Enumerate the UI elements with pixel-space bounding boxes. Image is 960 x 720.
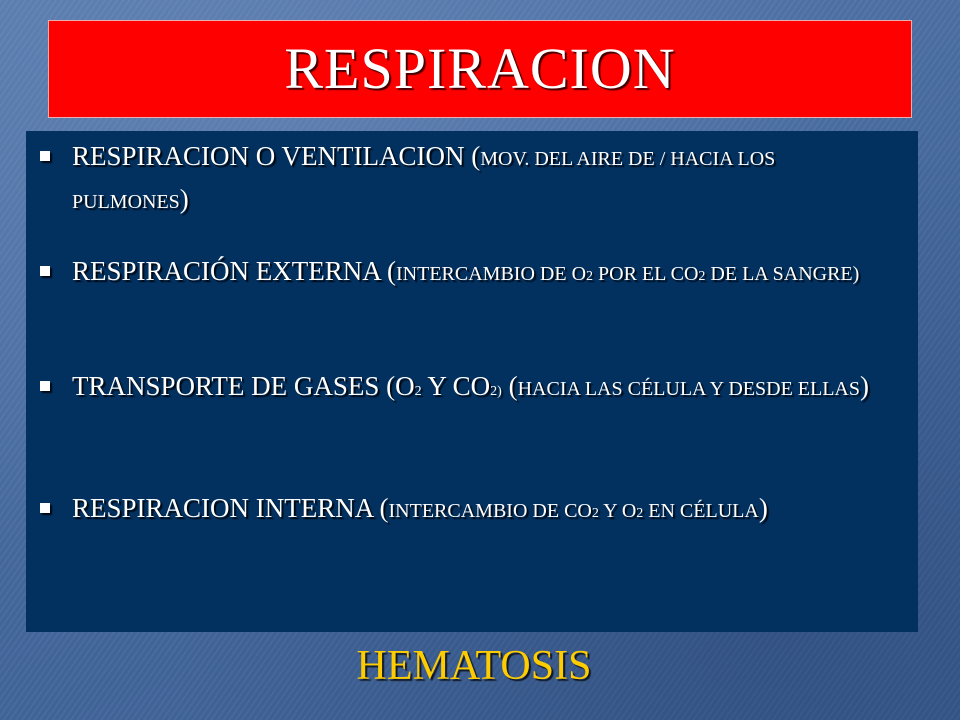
bullet-item-respiracion-externa: [40, 251, 880, 297]
subscript-2: 2: [636, 506, 644, 521]
bullet-close-paren: ): [179, 184, 189, 214]
bullet-text: [72, 488, 880, 534]
bullet-detail-text: DE LA SANGRE): [705, 263, 860, 285]
content-panel: [26, 131, 918, 632]
bullet-main-text: Y CO: [421, 371, 491, 401]
subscript-2: 2): [490, 384, 502, 399]
square-bullet-icon: [40, 266, 50, 276]
square-bullet-icon: [40, 503, 50, 513]
slide-title: RESPIRACION: [284, 36, 676, 101]
bullet-detail-text: POR EL CO: [593, 263, 699, 285]
bullet-detail-text: INTERCAMBIO DE O: [396, 263, 587, 285]
bullet-main-text: RESPIRACIÓN EXTERNA (: [72, 256, 397, 286]
bullet-close-paren: ): [860, 371, 869, 401]
bullet-text: [72, 251, 880, 297]
subscript-2: 2: [586, 269, 594, 284]
bullet-main-text: TRANSPORTE DE GASES (O: [72, 371, 415, 401]
bullet-text: [72, 366, 880, 412]
bullet-detail-text: MOV. DEL AIRE DE / HACIA LOS PULMONES: [72, 148, 776, 213]
title-banner: [48, 20, 912, 118]
bullet-main-text: RESPIRACION INTERNA (: [72, 493, 389, 523]
square-bullet-icon: [40, 151, 50, 161]
bullet-item-ventilacion: [40, 136, 880, 222]
subscript-2: 2: [414, 384, 422, 399]
bullet-item-respiracion-interna: [40, 488, 880, 534]
bullet-detail-text: HACIA LAS CÉLULA Y DESDE ELLAS: [517, 378, 860, 400]
footer-term-hematosis: HEMATOSIS: [356, 643, 592, 689]
bullet-detail-text: Y O: [598, 500, 637, 522]
bullet-main-text: RESPIRACION O VENTILACION (: [72, 141, 481, 171]
bullet-main-text: (: [501, 371, 518, 401]
bullet-detail-text: EN CÉLULA: [643, 500, 759, 522]
bullet-text: [72, 136, 880, 222]
bullet-close-paren: ): [758, 493, 768, 523]
subscript-2: 2: [698, 269, 706, 284]
bullet-detail-text: INTERCAMBIO DE CO: [388, 500, 592, 522]
bullet-item-transporte-gases: [40, 366, 880, 412]
square-bullet-icon: [40, 381, 50, 391]
subscript-2: 2: [591, 506, 599, 521]
